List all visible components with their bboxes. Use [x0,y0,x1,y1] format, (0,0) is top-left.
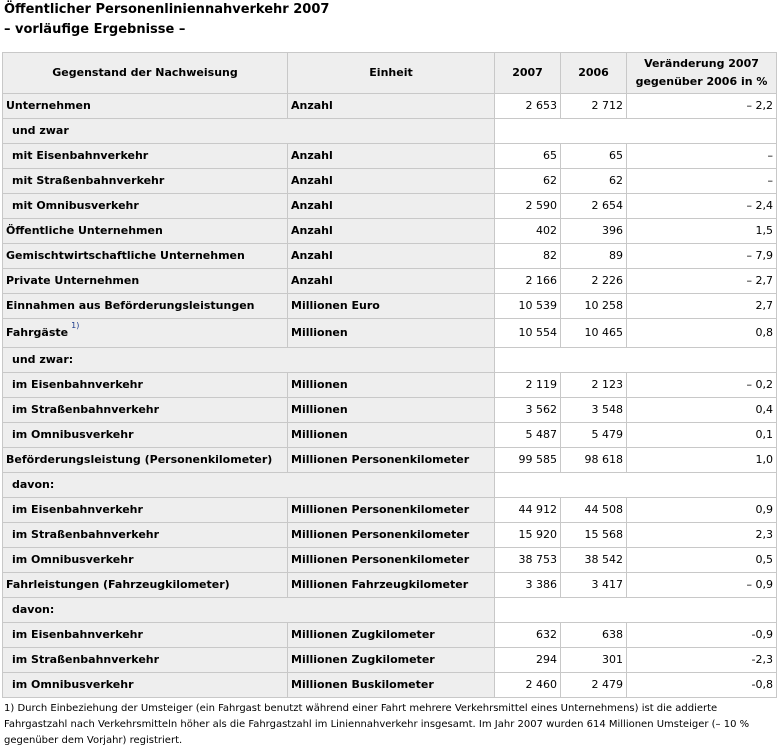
row-unit: Anzahl [288,94,495,119]
table-row [3,398,777,423]
value-2007: 15 920 [495,523,561,548]
row-label [3,219,288,244]
row-label-text: im Eisenbahnverkehr [12,378,143,391]
table-row [3,448,777,473]
value-2007: 38 753 [495,548,561,573]
value-2006: 65 [561,144,627,169]
table-title: Öffentlicher Personenliniennahverkehr 2007 [4,2,330,17]
value-2006: 3 548 [561,398,627,423]
footnote-link[interactable]: 1) [71,321,80,330]
value-change: 0,1 [627,423,777,448]
row-unit: Millionen Zugkilometer [288,648,495,673]
table-row [3,348,777,373]
value-2006: 38 542 [561,548,627,573]
value-2006: 2 712 [561,94,627,119]
footnote: 1) Durch Einbeziehung der Umsteiger (ein Fahrgast benutzt während einer Fahrt mehrere Verkehrsmittel eines Unternehmens) ist die addierte Fahrgastzahl nach Verkehrsmitteln höher als die Fahrgastzahl im Liniennahverkehr insgesamt. Im Jahr 2007 wurden 614 Millionen Umsteiger (– 10 % gegenüber dem Vorjahr) registriert. [4,703,750,746]
value-2007: 10 539 [495,294,561,319]
value-2006: 2 226 [561,269,627,294]
row-label [3,169,288,194]
value-change: 0,4 [627,398,777,423]
value-2007: 82 [495,244,561,269]
row-unit: Millionen [288,398,495,423]
row-label-text: Öffentliche Unternehmen [6,224,163,237]
value-change: 1,0 [627,448,777,473]
row-unit: Millionen Zugkilometer [288,623,495,648]
table-row [3,523,777,548]
header-row [3,53,777,94]
value-2007: 44 912 [495,498,561,523]
value-change: – 0,2 [627,373,777,398]
value-change: 2,3 [627,523,777,548]
table-row [3,598,777,623]
value-change: – [627,169,777,194]
section-label: und zwar [3,119,495,144]
table-row [3,473,777,498]
statistics-table [2,52,777,698]
row-label [3,673,288,698]
value-2006: 15 568 [561,523,627,548]
table-row [3,194,777,219]
row-label [3,94,288,119]
table-subtitle: – vorläufige Ergebnisse – [4,22,186,37]
row-label [3,548,288,573]
empty-cell [495,473,777,498]
table-row [3,673,777,698]
header-subject: Gegenstand der Nachweisung [3,53,288,94]
table-row [3,144,777,169]
row-unit: Anzahl [288,244,495,269]
row-label-text: Fahrleistungen (Fahrzeugkilometer) [6,578,230,591]
table-row [3,119,777,144]
value-2007: 2 653 [495,94,561,119]
row-label-text: Fahrgäste [6,326,69,339]
row-unit: Millionen Euro [288,294,495,319]
header-2006: 2006 [561,53,627,94]
value-2007: 99 585 [495,448,561,473]
row-unit: Anzahl [288,269,495,294]
value-change: 0,9 [627,498,777,523]
value-2007: 632 [495,623,561,648]
row-label-text: Einnahmen aus Beförderungsleistungen [6,299,255,312]
row-label-text: Private Unternehmen [6,274,140,287]
row-label [3,398,288,423]
row-label [3,294,288,319]
section-label: davon: [3,473,495,498]
section-label: davon: [3,598,495,623]
value-2006: 10 465 [561,319,627,348]
table-row [3,573,777,598]
table-row [3,423,777,448]
row-label [3,144,288,169]
row-label [3,373,288,398]
row-label [3,498,288,523]
value-change: -0,9 [627,623,777,648]
row-label [3,319,288,348]
value-2006: 638 [561,623,627,648]
table-row [3,373,777,398]
value-2006: 5 479 [561,423,627,448]
value-change: 0,5 [627,548,777,573]
table-row [3,648,777,673]
value-2006: 396 [561,219,627,244]
section-label: und zwar: [3,348,495,373]
value-change: – 2,4 [627,194,777,219]
value-change: – 0,9 [627,573,777,598]
row-unit: Millionen [288,319,495,348]
value-change: 1,5 [627,219,777,244]
value-2007: 402 [495,219,561,244]
value-2007: 2 119 [495,373,561,398]
value-2006: 98 618 [561,448,627,473]
row-unit: Millionen Personenkilometer [288,448,495,473]
table-body [3,94,777,698]
table-row [3,219,777,244]
value-change: – 2,2 [627,94,777,119]
row-label-text: im Omnibusverkehr [12,553,134,566]
row-unit: Millionen Fahrzeugkilometer [288,573,495,598]
row-label-text: Unternehmen [6,99,91,112]
row-label-text: im Omnibusverkehr [12,678,134,691]
value-2007: 2 460 [495,673,561,698]
row-label [3,523,288,548]
table-row [3,498,777,523]
row-label [3,448,288,473]
value-2006: 301 [561,648,627,673]
row-unit: Millionen [288,423,495,448]
header-unit: Einheit [288,53,495,94]
row-unit: Millionen Personenkilometer [288,548,495,573]
value-2007: 10 554 [495,319,561,348]
row-label [3,573,288,598]
value-change: -0,8 [627,673,777,698]
value-change: – 7,9 [627,244,777,269]
table-row [3,548,777,573]
row-unit: Millionen Buskilometer [288,673,495,698]
row-unit: Millionen Personenkilometer [288,523,495,548]
table-row [3,294,777,319]
value-2006: 10 258 [561,294,627,319]
header-change: Veränderung 2007 gegenüber 2006 in % [627,53,777,94]
row-label-text: im Straßenbahnverkehr [12,653,160,666]
value-2007: 3 562 [495,398,561,423]
table-row [3,169,777,194]
value-2007: 65 [495,144,561,169]
value-change: 0,8 [627,319,777,348]
value-change: – [627,144,777,169]
value-2006: 3 417 [561,573,627,598]
table-row [3,319,777,348]
row-unit: Anzahl [288,219,495,244]
value-2007: 2 166 [495,269,561,294]
header-2007: 2007 [495,53,561,94]
value-2006: 2 123 [561,373,627,398]
row-label [3,269,288,294]
value-2006: 62 [561,169,627,194]
row-label-text: im Eisenbahnverkehr [12,503,143,516]
empty-cell [495,598,777,623]
row-unit: Anzahl [288,169,495,194]
row-label-text: im Omnibusverkehr [12,428,134,441]
row-unit: Millionen Personenkilometer [288,498,495,523]
empty-cell [495,348,777,373]
value-2007: 2 590 [495,194,561,219]
value-2007: 294 [495,648,561,673]
value-2007: 5 487 [495,423,561,448]
value-2006: 44 508 [561,498,627,523]
table-row [3,623,777,648]
value-2007: 3 386 [495,573,561,598]
row-label-text: im Straßenbahnverkehr [12,403,160,416]
row-unit: Anzahl [288,194,495,219]
row-label [3,423,288,448]
row-label-text: Gemischtwirtschaftliche Unternehmen [6,249,245,262]
value-2006: 2 479 [561,673,627,698]
row-label-text: Beförderungsleistung (Personenkilometer) [6,453,273,466]
value-change: -2,3 [627,648,777,673]
table-row [3,94,777,119]
row-label [3,623,288,648]
row-label [3,648,288,673]
value-2006: 2 654 [561,194,627,219]
row-label-text: im Eisenbahnverkehr [12,628,143,641]
row-label-text: im Straßenbahnverkehr [12,528,160,541]
value-2006: 89 [561,244,627,269]
row-label-text: mit Eisenbahnverkehr [12,149,149,162]
row-label-text: mit Straßenbahnverkehr [12,174,165,187]
table-row [3,244,777,269]
value-change: – 2,7 [627,269,777,294]
empty-cell [495,119,777,144]
row-unit: Anzahl [288,144,495,169]
value-2007: 62 [495,169,561,194]
row-label [3,194,288,219]
row-label [3,244,288,269]
row-unit: Millionen [288,373,495,398]
table-row [3,269,777,294]
row-label-text: mit Omnibusverkehr [12,199,139,212]
value-change: 2,7 [627,294,777,319]
